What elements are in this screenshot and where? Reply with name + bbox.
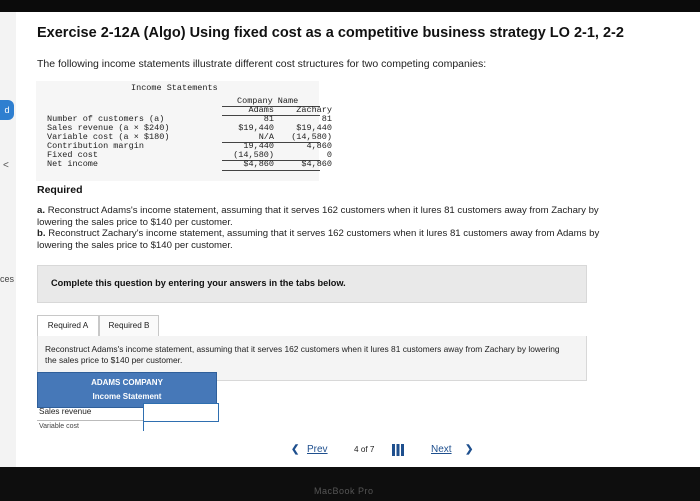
adams-net-income: $4,860 [243, 159, 274, 169]
zachary-customers: 81 [321, 114, 332, 124]
adams-sales-revenue: $19,440 [238, 123, 274, 133]
row-label-contribution-margin: Contribution margin [47, 141, 144, 151]
sidebar-label[interactable]: ces [0, 274, 15, 284]
statement-title: Income Statements [131, 83, 218, 93]
requirement-a-letter: a. [37, 205, 46, 216]
column-header-adams: Adams [248, 105, 274, 115]
column-header-zachary: Zachary [296, 105, 332, 115]
sidebar-tab[interactable]: d [0, 100, 14, 120]
complete-banner [37, 265, 587, 303]
next-button[interactable] [427, 441, 487, 459]
page-title: Exercise 2-12A (Algo) Using fixed cost as a competitive business strategy LO 2-1, 2-2 [37, 25, 624, 41]
row-label-net-income: Net income [47, 159, 99, 169]
requirement-b-letter: b. [37, 228, 46, 239]
requirement-b [37, 228, 637, 252]
adams-customers: 81 [263, 114, 274, 124]
next-button-label: Next [431, 444, 452, 455]
adams-fixed-cost: (14,580) [233, 150, 274, 160]
sidebar-arrow-icon[interactable]: < [3, 160, 9, 171]
requirement-b-text: Reconstruct Zachary's income statement, assuming that it serves 162 customers when it lures 81 customers away from Adams by lowering the sales price to $140 per customer. [37, 228, 600, 251]
requirement-a [37, 205, 637, 229]
zachary-contribution-margin: 4,860 [306, 141, 332, 151]
top-bar [0, 0, 700, 12]
tab-instruction-text: Reconstruct Adams's income statement, assuming that it serves 162 customers when it lures 81 customers away from Zachary by lowering the sales price to $140 per customer. [45, 344, 560, 365]
complete-banner-text: Complete this question by entering your answers in the tabs below. [51, 278, 346, 288]
question-navigation [279, 441, 489, 459]
worksheet-company-name: ADAMS COMPANY [91, 378, 163, 387]
worksheet-statement-title: Income Statement [92, 392, 162, 401]
company-name-header: Company Name [237, 96, 299, 106]
requirement-a-text: Reconstruct Adams's income statement, assuming that it serves 162 customers when it lures 81 customers away from Zachary by lowering the sales price to $140 per customer. [37, 205, 599, 228]
sales-revenue-input[interactable] [143, 403, 219, 422]
income-statements-table [36, 81, 332, 181]
tab-required-b[interactable]: Required B [99, 315, 159, 337]
zachary-sales-revenue: $19,440 [296, 123, 332, 133]
zachary-variable-cost: (14,580) [291, 132, 332, 142]
variable-cost-input[interactable] [143, 421, 214, 431]
worksheet-row-label: Sales revenue [37, 404, 143, 421]
row-label-variable-cost: Variable cost (a × $180) [47, 132, 170, 142]
chevron-left-icon: ❮ [291, 444, 300, 455]
laptop-brand-label: MacBook Pro [314, 486, 374, 496]
tab-required-a[interactable]: Required A [37, 315, 99, 337]
adams-contribution-margin: 19,440 [243, 141, 274, 151]
question-page [16, 12, 700, 467]
row-label-customers: Number of customers (a) [47, 114, 165, 124]
prev-button[interactable] [279, 441, 331, 459]
intro-text: The following income statements illustrate different cost structures for two competing companies: [37, 58, 487, 70]
zachary-net-income: $4,860 [301, 159, 332, 169]
adams-variable-cost: N/A [258, 132, 274, 142]
required-heading: Required [37, 184, 83, 196]
zachary-fixed-cost: 0 [326, 150, 332, 160]
left-sidebar [0, 12, 17, 467]
row-label-sales-revenue: Sales revenue (a × $240) [47, 123, 170, 133]
worksheet-row-label: Variable cost [39, 423, 79, 430]
chevron-right-icon: ❯ [465, 444, 474, 455]
prev-button-label: Prev [307, 444, 328, 455]
page-indicator: 4 of 7 [354, 445, 375, 454]
row-label-fixed-cost: Fixed cost [47, 150, 99, 160]
grid-icon[interactable] [392, 444, 404, 456]
